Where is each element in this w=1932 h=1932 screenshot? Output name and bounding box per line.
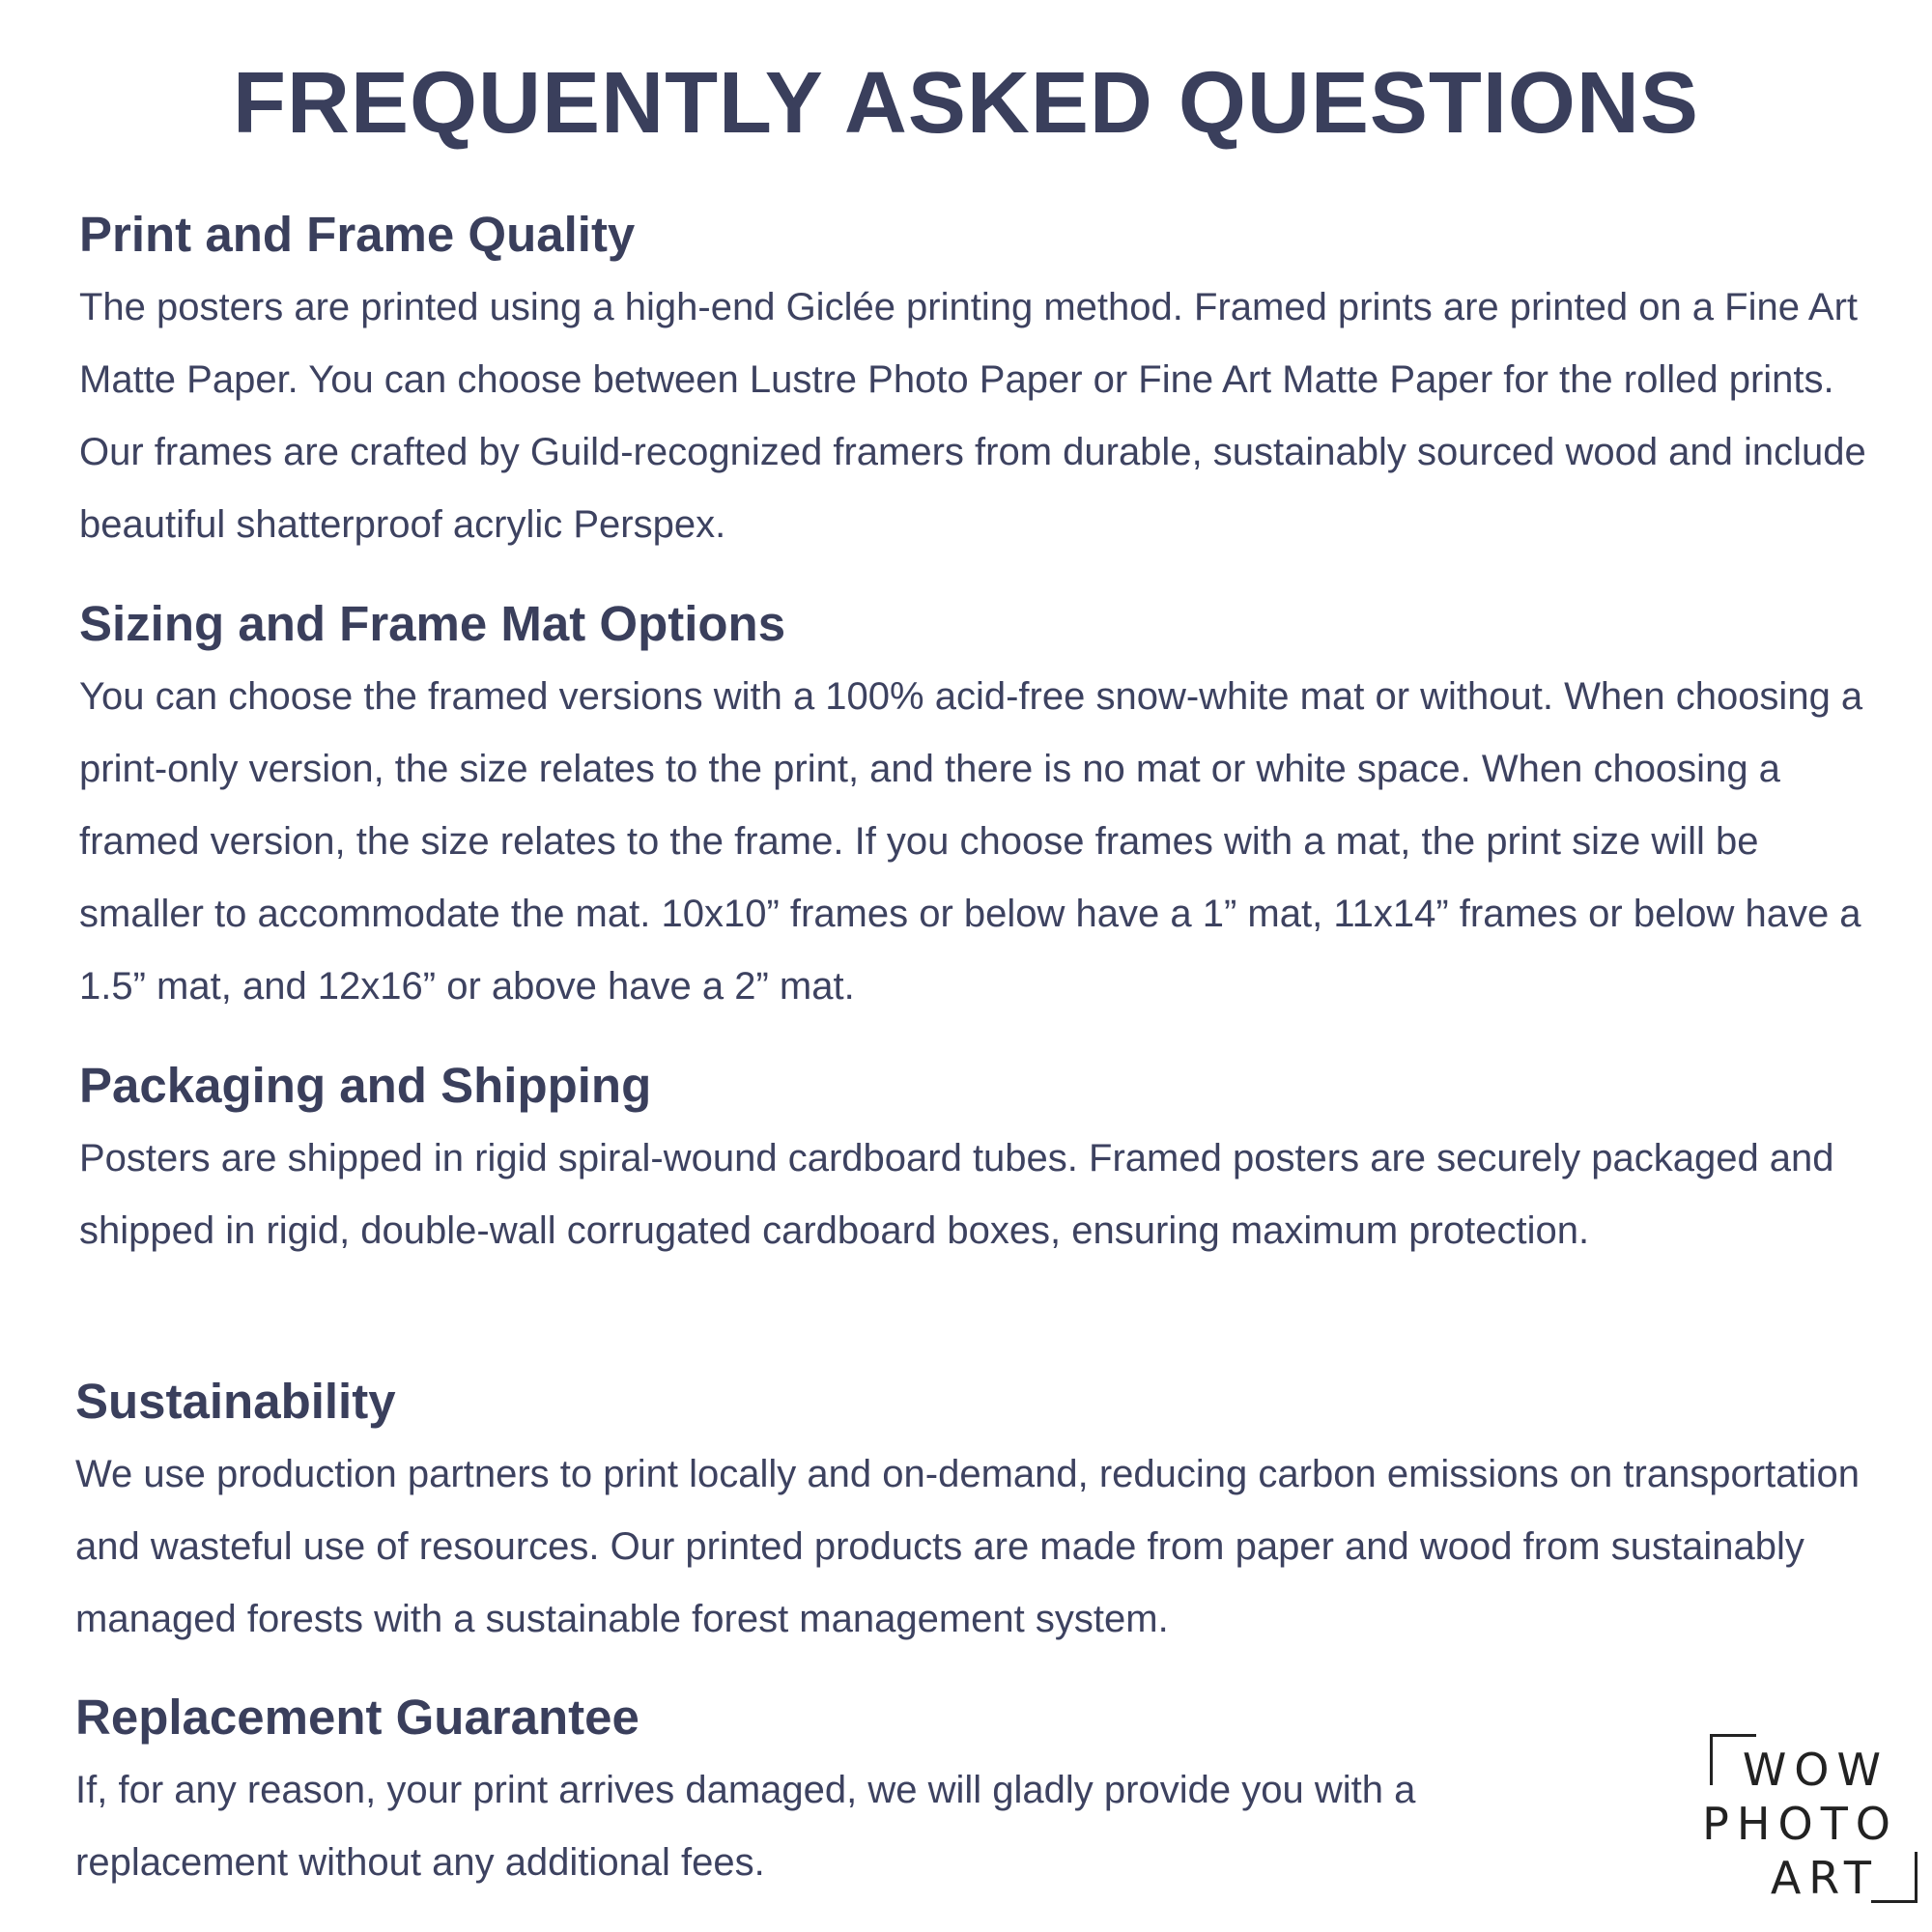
faq-section-print-quality: [79, 205, 1886, 561]
faq-heading: Sustainability: [75, 1374, 396, 1429]
faq-section-shipping: [79, 1056, 1886, 1267]
faq-body: Posters are shipped in rigid spiral-wound cardboard tubes. Framed posters are securely packaged and shipped in rigid, double-wall corrugated cardboard boxes, ensuring maximum protection.: [79, 1137, 1834, 1253]
faq-body: If, for any reason, your print arrives damaged, we will gladly provide you with a replacement without any additional fees.: [75, 1769, 1416, 1885]
brand-logo: [1702, 1734, 1918, 1904]
logo-text-line: ART: [1770, 1852, 1879, 1904]
faq-body: You can choose the framed versions with a 100% acid-free snow-white mat or without. When choosing a print-only version, the size relates to the print, and there is no mat or white space. When choosing a framed version, the size relates to the frame. If you choose frames with a mat, the print size will be smaller to accommodate the mat. 10x10” frames or below have a 1” mat, 11x14” frames or below have a 1.5” mat, and 12x16” or above have a 2” mat.: [79, 675, 1863, 1009]
logo-text-line: WOW: [1742, 1744, 1889, 1796]
logo-text-line: PHOTO: [1702, 1798, 1898, 1850]
faq-heading: Replacement Guarantee: [75, 1690, 639, 1745]
faq-section-sizing: [79, 594, 1886, 1023]
faq-section-replacement: [75, 1688, 1621, 1899]
page-title: FREQUENTLY ASKED QUESTIONS: [233, 55, 1699, 152]
faq-body: The posters are printed using a high-end Giclée printing method. Framed prints are printed on a Fine Art Matte Paper. You can choose between Lustre Photo Paper or Fine Art Matte Paper for the rolled prints. Our frames are crafted by Guild-recognized framers from durable, sustainably sourced wood and include beautiful shatterproof acrylic Perspex.: [79, 286, 1866, 547]
faq-heading: Sizing and Frame Mat Options: [79, 596, 786, 651]
faq-heading: Print and Frame Quality: [79, 207, 636, 262]
faq-body: We use production partners to print locally and on-demand, reducing carbon emissions on transportation and wasteful use of resources. Our printed products are made from paper and wood from sustainably managed forests with a sustainable forest management system.: [75, 1453, 1860, 1641]
faq-heading: Packaging and Shipping: [79, 1058, 652, 1113]
faq-section-sustainability: [75, 1372, 1882, 1656]
